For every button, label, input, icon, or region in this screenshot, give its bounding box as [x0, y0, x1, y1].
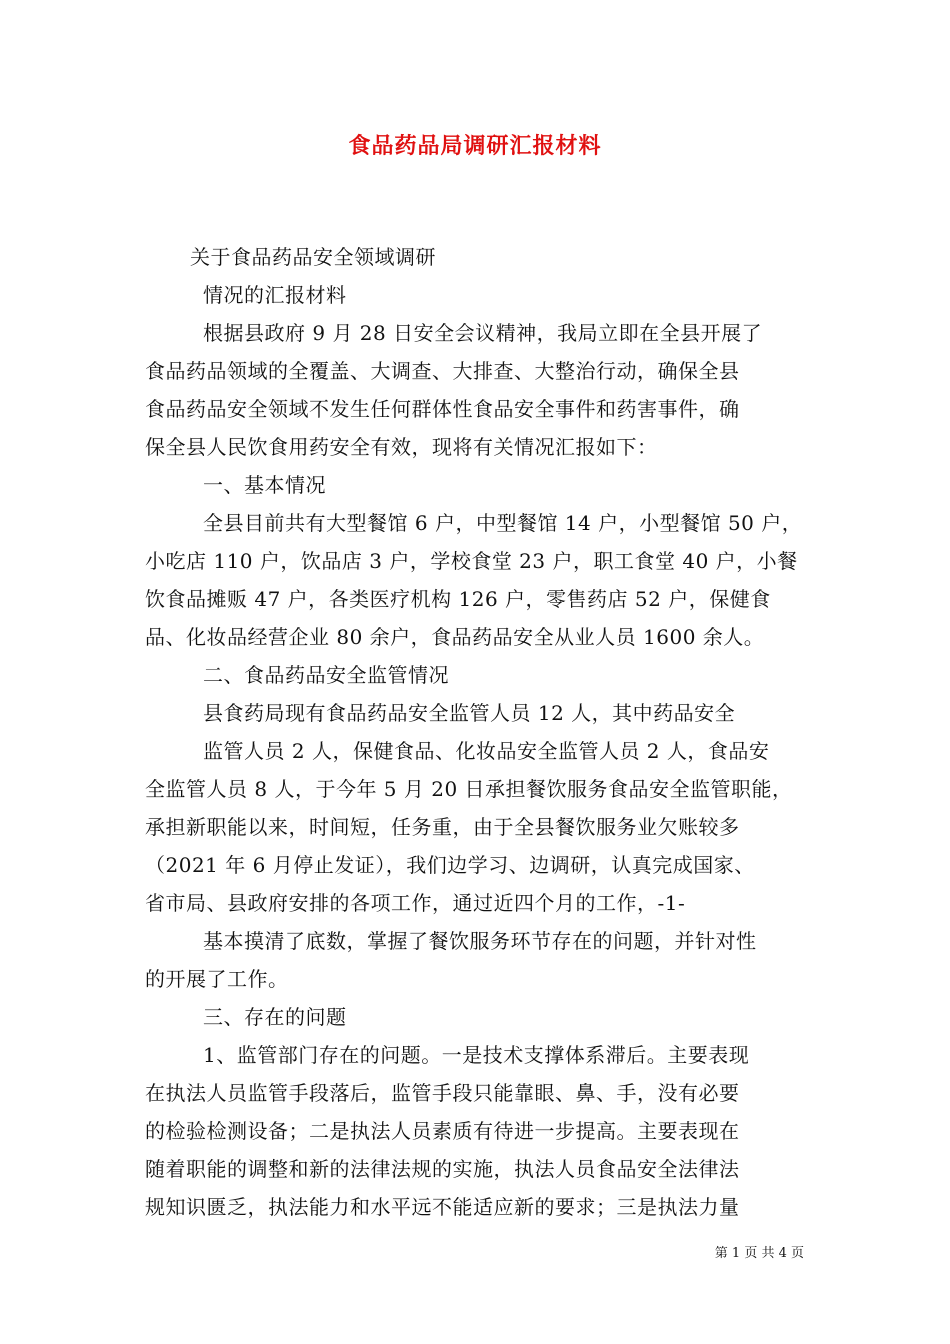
paragraph-line: 饮食品摊贩 47 户，各类医疗机构 126 户，零售药店 52 户，保健食	[145, 587, 771, 611]
text-line: 情况的汇报材料	[203, 283, 347, 307]
section-heading: 三、存在的问题	[203, 1005, 347, 1029]
document-title: 食品药品局调研汇报材料	[348, 134, 602, 159]
paragraph-line: 在执法人员监管手段落后，监管手段只能靠眼、鼻、手，没有必要	[145, 1081, 740, 1105]
paragraph-line: 保全县人民饮食用药安全有效，现将有关情况汇报如下：	[145, 435, 658, 459]
paragraph-line: 全监管人员 8 人，于今年 5 月 20 日承担餐饮服务食品安全监管职能，	[145, 777, 793, 801]
paragraph-line: 全县目前共有大型餐馆 6 户，中型餐馆 14 户，小型餐馆 50 户，	[203, 511, 803, 535]
paragraph-line: 的检验检测设备；二是执法人员素质有待进一步提高。主要表现在	[145, 1119, 740, 1143]
page-number-footer: 第 1 页 共 4 页	[714, 1246, 804, 1261]
paragraph-line: 的开展了工作。	[145, 967, 289, 991]
paragraph-line: 随着职能的调整和新的法律法规的实施，执法人员食品安全法律法	[145, 1157, 740, 1181]
paragraph-line: 承担新职能以来，时间短，任务重，由于全县餐饮服务业欠账较多	[145, 815, 740, 839]
paragraph-line: 规知识匮乏，执法能力和水平远不能适应新的要求；三是执法力量	[145, 1195, 740, 1219]
paragraph-line: 品、化妆品经营企业 80 余户，食品药品安全从业人员 1600 余人。	[145, 625, 765, 649]
paragraph-line: 食品药品领域的全覆盖、大调查、大排查、大整治行动，确保全县	[145, 359, 740, 383]
section-heading: 一、基本情况	[203, 473, 326, 497]
section-heading: 二、食品药品安全监管情况	[203, 663, 449, 687]
paragraph-line: 根据县政府 9 月 28 日安全会议精神，我局立即在全县开展了	[203, 321, 763, 345]
paragraph-line: 食品药品安全领域不发生任何群体性食品安全事件和药害事件，确	[145, 397, 740, 421]
paragraph-line: 省市局、县政府安排的各项工作，通过近四个月的工作，-1-	[145, 891, 686, 915]
paragraph-line: 县食药局现有食品药品安全监管人员 12 人，其中药品安全	[203, 701, 736, 725]
paragraph-line: 1、监管部门存在的问题。一是技术支撑体系滞后。主要表现	[203, 1043, 750, 1067]
paragraph-line: （2021 年 6 月停止发证），我们边学习、边调研，认真完成国家、	[145, 853, 755, 877]
paragraph-line: 小吃店 110 户，饮品店 3 户，学校食堂 23 户，职工食堂 40 户，小餐	[145, 549, 798, 573]
paragraph-line: 监管人员 2 人，保健食品、化妆品安全监管人员 2 人，食品安	[203, 739, 770, 763]
paragraph-line: 基本摸清了底数，掌握了餐饮服务环节存在的问题，并针对性	[203, 929, 757, 953]
text-line: 关于食品药品安全领域调研	[190, 245, 436, 269]
